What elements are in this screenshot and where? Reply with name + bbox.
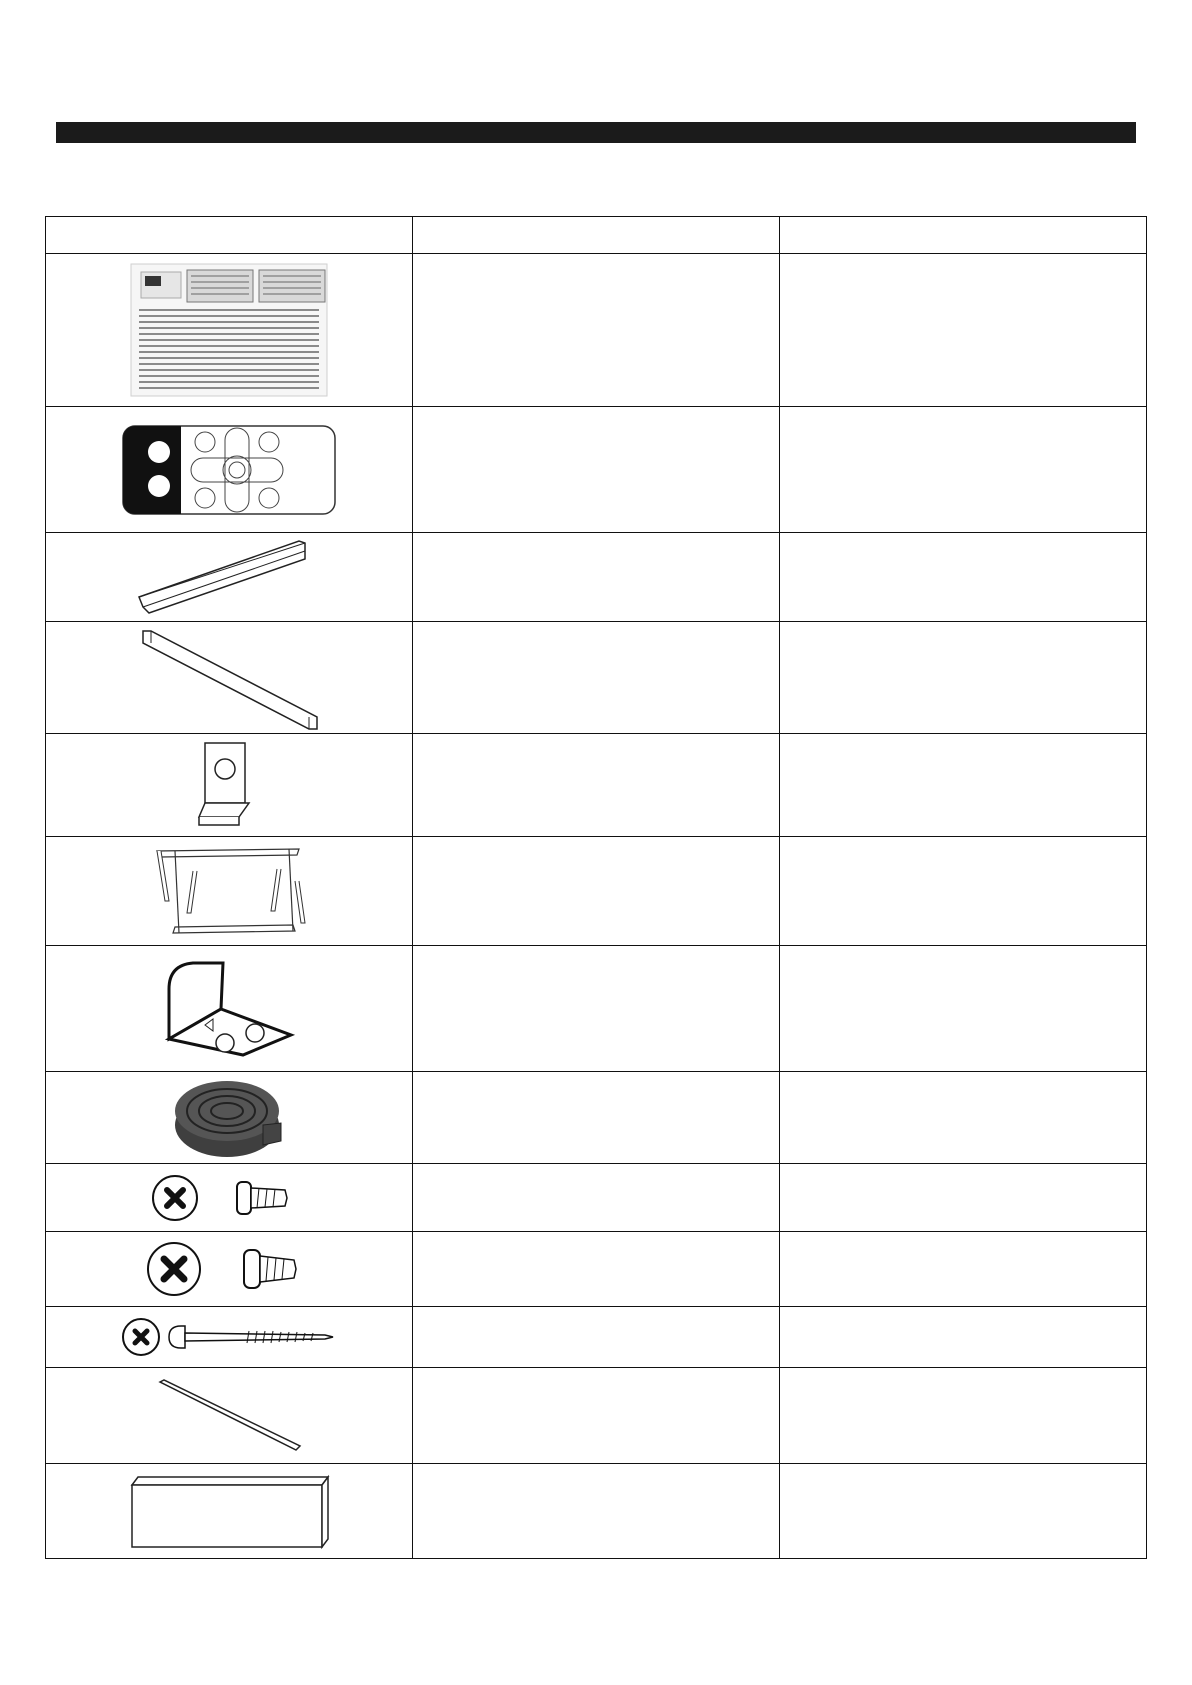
part-image-cell [46,1164,413,1232]
table-row [46,1072,1147,1164]
part-description [413,734,780,837]
air-conditioner-unit-icon [46,262,412,398]
top-rail-icon [46,537,412,617]
foam-strip-icon [46,625,412,731]
table-row [46,1232,1147,1307]
foam-seal-roll-icon [46,1075,412,1161]
section-title-bar [56,122,1136,143]
part-description [413,946,780,1072]
sash-lock-bracket-icon [46,737,412,833]
part-description [413,1307,780,1368]
part-description [413,533,780,622]
header-description [413,217,780,254]
part-image-cell [46,1232,413,1307]
part-image-cell [46,254,413,407]
part-description [413,407,780,533]
part-quantity [780,622,1147,734]
part-quantity [780,407,1147,533]
table-row [46,946,1147,1072]
part-description [413,622,780,734]
table-header-row [46,217,1147,254]
part-image-cell [46,837,413,946]
part-quantity [780,254,1147,407]
part-quantity [780,533,1147,622]
part-description [413,1164,780,1232]
part-image-cell [46,1368,413,1464]
table-row [46,407,1147,533]
table-row [46,1307,1147,1368]
part-description [413,1464,780,1559]
part-image-cell [46,1464,413,1559]
header-quantity [780,217,1147,254]
part-description [413,1232,780,1307]
part-image-cell [46,1072,413,1164]
short-screw-large-icon [46,1238,412,1300]
part-description [413,254,780,407]
part-image-cell [46,533,413,622]
part-description [413,837,780,946]
part-description [413,1072,780,1164]
long-screw-icon [46,1312,412,1362]
part-quantity [780,1307,1147,1368]
part-image-cell [46,407,413,533]
part-quantity [780,1464,1147,1559]
remote-control-icon [46,422,412,518]
part-quantity [780,946,1147,1072]
table-row [46,622,1147,734]
part-quantity [780,1368,1147,1464]
part-image-cell [46,734,413,837]
part-image-cell [46,946,413,1072]
thin-foam-strip-icon [46,1374,412,1458]
part-quantity [780,734,1147,837]
part-quantity [780,1164,1147,1232]
part-quantity [780,1072,1147,1164]
part-image-cell [46,622,413,734]
side-curtain-frame-icon [46,841,412,941]
foam-block-icon [46,1471,412,1551]
short-screw-small-icon [46,1170,412,1226]
part-quantity [780,1232,1147,1307]
table-row [46,1464,1147,1559]
table-row [46,1368,1147,1464]
table-row [46,734,1147,837]
table-row [46,254,1147,407]
l-bracket-icon [46,959,412,1059]
part-quantity [780,837,1147,946]
parts-table [45,216,1147,1559]
table-row [46,533,1147,622]
part-image-cell [46,1307,413,1368]
table-row [46,837,1147,946]
header-part [46,217,413,254]
part-description [413,1368,780,1464]
table-row [46,1164,1147,1232]
